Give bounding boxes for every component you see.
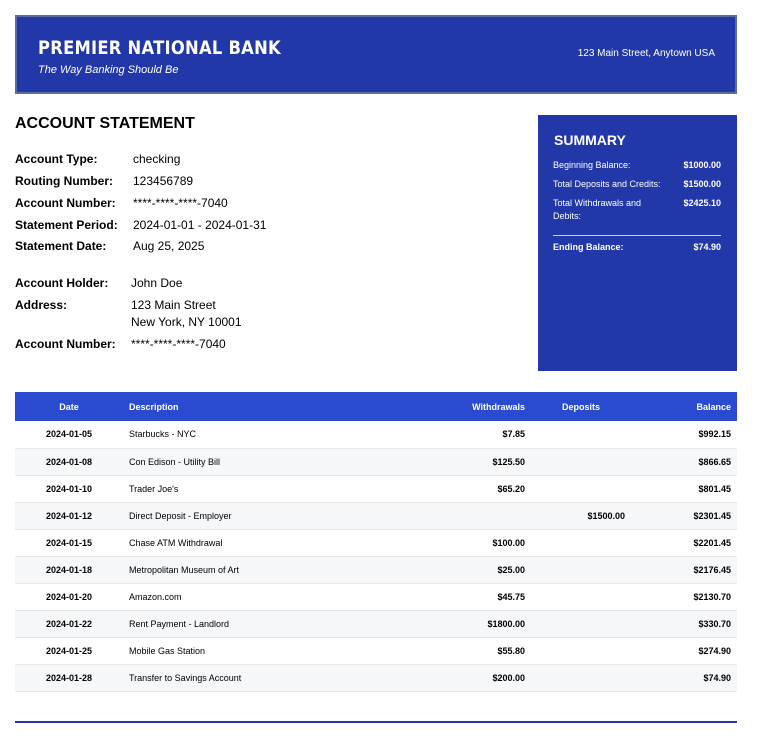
table-row bbox=[15, 637, 737, 664]
cell-withdrawal bbox=[411, 502, 531, 529]
cell-date: 2024-01-10 bbox=[15, 475, 123, 502]
cell-balance: $2301.45 bbox=[631, 502, 737, 529]
statement-period-value: 2024-01-01 - 2024-01-31 bbox=[133, 218, 267, 232]
table-row bbox=[15, 421, 737, 448]
holder-address-line1: 123 Main Street bbox=[131, 298, 216, 312]
cell-withdrawal: $25.00 bbox=[411, 556, 531, 583]
column-header-date: Date bbox=[59, 401, 79, 412]
cell-description: Starbucks - NYC bbox=[123, 421, 411, 448]
cell-balance: $801.45 bbox=[631, 475, 737, 502]
column-header-balance: Balance bbox=[696, 401, 731, 412]
summary-panel bbox=[538, 115, 737, 371]
cell-deposit: $1500.00 bbox=[531, 502, 631, 529]
summary-beginning-label: Beginning Balance: bbox=[553, 160, 631, 170]
cell-date: 2024-01-28 bbox=[15, 664, 123, 691]
cell-description: Metropolitan Museum of Art bbox=[123, 556, 411, 583]
cell-deposit bbox=[531, 637, 631, 664]
cell-withdrawal: $65.20 bbox=[411, 475, 531, 502]
summary-withdrawals-label: Total Withdrawals and Debits: bbox=[553, 198, 642, 221]
holder-account-number-label: Account Number: bbox=[15, 337, 116, 351]
cell-description: Con Edison - Utility Bill bbox=[123, 448, 411, 475]
routing-number-label: Routing Number: bbox=[15, 174, 113, 188]
cell-balance: $274.90 bbox=[631, 637, 737, 664]
bank-tagline: The Way Banking Should Be bbox=[38, 64, 179, 76]
cell-deposit bbox=[531, 583, 631, 610]
cell-description: Mobile Gas Station bbox=[123, 637, 411, 664]
table-row bbox=[15, 583, 737, 610]
cell-balance: $2176.45 bbox=[631, 556, 737, 583]
cell-withdrawal: $100.00 bbox=[411, 529, 531, 556]
cell-balance: $74.90 bbox=[631, 664, 737, 691]
table-row bbox=[15, 502, 737, 529]
holder-name-value: John Doe bbox=[131, 276, 183, 290]
cell-date: 2024-01-25 bbox=[15, 637, 123, 664]
statement-date-value: Aug 25, 2025 bbox=[133, 239, 205, 253]
cell-date: 2024-01-20 bbox=[15, 583, 123, 610]
cell-description: Transfer to Savings Account bbox=[123, 664, 411, 691]
cell-withdrawal: $7.85 bbox=[411, 421, 531, 448]
account-number-value: ****-****-****-7040 bbox=[133, 196, 228, 210]
table-row bbox=[15, 664, 737, 691]
cell-description: Chase ATM Withdrawal bbox=[123, 529, 411, 556]
statement-date-label: Statement Date: bbox=[15, 239, 107, 253]
cell-balance: $866.65 bbox=[631, 448, 737, 475]
table-row bbox=[15, 556, 737, 583]
holder-name-label: Account Holder: bbox=[15, 276, 109, 290]
table-row bbox=[15, 610, 737, 637]
account-type-label: Account Type: bbox=[15, 152, 98, 166]
cell-withdrawal: $45.75 bbox=[411, 583, 531, 610]
cell-date: 2024-01-18 bbox=[15, 556, 123, 583]
account-type-value: checking bbox=[133, 152, 181, 166]
bank-name: PREMIER NATIONAL BANK bbox=[38, 37, 281, 59]
cell-deposit bbox=[531, 610, 631, 637]
cell-withdrawal: $125.50 bbox=[411, 448, 531, 475]
cell-deposit bbox=[531, 529, 631, 556]
routing-number-value: 123456789 bbox=[133, 174, 194, 188]
cell-description: Amazon.com bbox=[123, 583, 411, 610]
summary-deposits-value: $1500.00 bbox=[683, 179, 721, 189]
cell-withdrawal: $200.00 bbox=[411, 664, 531, 691]
cell-date: 2024-01-22 bbox=[15, 610, 123, 637]
transactions-table bbox=[15, 392, 737, 692]
statement-title: ACCOUNT STATEMENT bbox=[15, 115, 195, 132]
cell-deposit bbox=[531, 556, 631, 583]
cell-balance: $330.70 bbox=[631, 610, 737, 637]
cell-deposit bbox=[531, 475, 631, 502]
account-number-label: Account Number: bbox=[15, 196, 116, 210]
summary-beginning-value: $1000.00 bbox=[683, 160, 721, 170]
summary-ending-value: $74.90 bbox=[693, 242, 721, 252]
column-header-description: Description bbox=[129, 401, 179, 412]
holder-address-line2: New York, NY 10001 bbox=[131, 315, 242, 329]
holder-account-number-value: ****-****-****-7040 bbox=[131, 337, 226, 351]
cell-date: 2024-01-05 bbox=[15, 421, 123, 448]
column-header-deposits: Deposits bbox=[561, 401, 600, 412]
cell-date: 2024-01-12 bbox=[15, 502, 123, 529]
cell-date: 2024-01-08 bbox=[15, 448, 123, 475]
table-header-row bbox=[15, 392, 737, 421]
cell-description: Rent Payment - Landlord bbox=[123, 610, 411, 637]
cell-deposit bbox=[531, 421, 631, 448]
summary-title: SUMMARY bbox=[554, 132, 626, 148]
table-row bbox=[15, 529, 737, 556]
table-row bbox=[15, 475, 737, 502]
cell-balance: $2201.45 bbox=[631, 529, 737, 556]
bank-address: 123 Main Street, Anytown USA bbox=[577, 48, 715, 59]
cell-withdrawal: $1800.00 bbox=[411, 610, 531, 637]
summary-ending-label: Ending Balance: bbox=[553, 242, 624, 252]
cell-description: Direct Deposit - Employer bbox=[123, 502, 411, 529]
statement-period-label: Statement Period: bbox=[15, 218, 118, 232]
summary-deposits-label: Total Deposits and Credits: bbox=[553, 179, 661, 189]
cell-description: Trader Joe's bbox=[123, 475, 411, 502]
cell-deposit bbox=[531, 664, 631, 691]
column-header-withdrawals: Withdrawals bbox=[472, 401, 525, 412]
holder-address-label: Address: bbox=[15, 298, 68, 312]
footer-divider bbox=[15, 721, 737, 723]
cell-balance: $2130.70 bbox=[631, 583, 737, 610]
summary-withdrawals-value: $2425.10 bbox=[683, 198, 721, 208]
summary-divider bbox=[553, 235, 721, 236]
bank-header bbox=[15, 15, 737, 94]
cell-balance: $992.15 bbox=[631, 421, 737, 448]
cell-deposit bbox=[531, 448, 631, 475]
table-row bbox=[15, 448, 737, 475]
cell-date: 2024-01-15 bbox=[15, 529, 123, 556]
cell-withdrawal: $55.80 bbox=[411, 637, 531, 664]
